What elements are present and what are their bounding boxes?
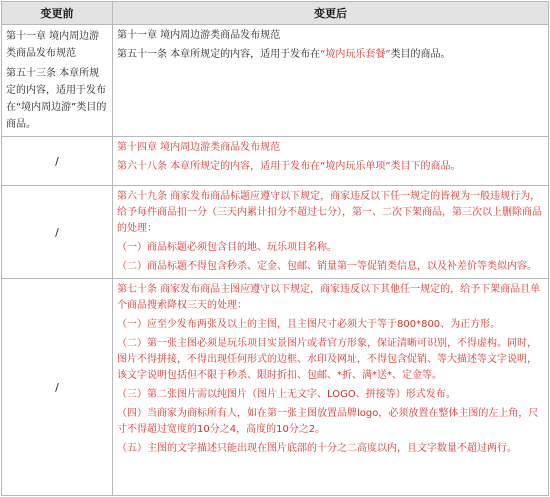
row4-after-item-5: （五）主图的文字描述只能出现在图片底部的十分之二高度以内，且文字数量不超过两行。 — [117, 443, 517, 454]
table-row — [2, 137, 549, 186]
row1-after-article-category: “境内玩乐套餐” — [320, 49, 391, 60]
row3-after-item-2: （二）商品标题不得包含秒杀、定金、包邮、销量第一等促销类信息，以及补差价等类似内容。 — [117, 261, 537, 272]
row4-after-article: 第七十条 商家发布商品主图应遵守以下规定，商家违反以下其他任一规定的，给予下架商品且单个商品搜索降权三天的处理： — [117, 284, 541, 311]
header-after: 变更后 — [113, 2, 549, 25]
row4-after-item-4: （四）当商家为商标所有人，如在第一张主图放置品牌logo，必须放置在整体主图的左上角，尺寸不得超过宽度的10分之4，高度的10分之2。 — [117, 408, 539, 435]
row1-after-chapter: 第十一章 境内周边游类商品发布规范 — [117, 30, 281, 41]
row2-after-chapter: 第十四章 境内周边游类商品发布规范 — [117, 142, 281, 153]
table-row — [2, 279, 549, 496]
row2-after-article: 第六十八条 本章所规定的内容，适用于发布在“境内玩乐单项”类目下的商品。 — [117, 161, 461, 172]
row1-after-article-suffix: 类目的商品。 — [390, 49, 451, 60]
table-row — [2, 186, 549, 279]
header-before: 变更前 — [2, 2, 113, 25]
row1-after-cell — [113, 25, 549, 137]
row2-before-cell: / — [2, 137, 113, 186]
row4-after-cell — [113, 279, 549, 496]
row3-after-cell — [113, 186, 549, 279]
row3-before-cell: / — [2, 186, 113, 279]
change-comparison-table — [1, 1, 549, 496]
comparison-table-wrapper — [1, 1, 549, 496]
row4-after-item-1: （一）应至少发布两张及以上的主图，且主图尺寸必须大于等于800*800、为正方形。 — [117, 319, 501, 330]
row1-before-article: 第五十三条 本章所规定的内容，适用于发布在“境内周边游”类目的商品。 — [6, 68, 107, 130]
row4-after-item-2: （二）第一张主图必须是玩乐项目实景图片或者官方形象，保证清晰可识别，不得虚构。同时，图片不得拼接，不得出现任何形式的边框、水印及网址，不得包含促销、等大描述等文字说明，该文字说明包括但不限于秒杀、限时折扣、包邮、*折、满*送*、定金等。 — [117, 338, 537, 381]
row4-after-item-3: （三）第二张图片需以纯图片（图片上无文字、LOGO、拼接等）形式发布。 — [117, 389, 456, 400]
table-header-row — [2, 2, 549, 25]
row1-before-chapter: 第十一章 境内周边游类商品发布规范 — [6, 31, 100, 59]
row1-after-article — [117, 47, 544, 63]
row1-after-article-prefix: 第五十一条 本章所规定的内容，适用于发布在 — [117, 49, 321, 60]
table-row — [2, 25, 549, 137]
row3-after-article: 第六十九条 商家发布商品标题应遵守以下规定，商家违反以下任一规定的皆视为一般违规行为，给予每件商品扣一分（三天内累计扣分不超过七分），第一、二次下架商品，第三次以上删除商品的处理： — [117, 191, 542, 234]
row2-after-cell — [113, 137, 549, 186]
row3-after-item-1: （一）商品标题必须包含目的地、玩乐项目名称。 — [117, 242, 337, 253]
row1-before-cell — [2, 25, 113, 137]
row4-before-cell: / — [2, 279, 113, 496]
